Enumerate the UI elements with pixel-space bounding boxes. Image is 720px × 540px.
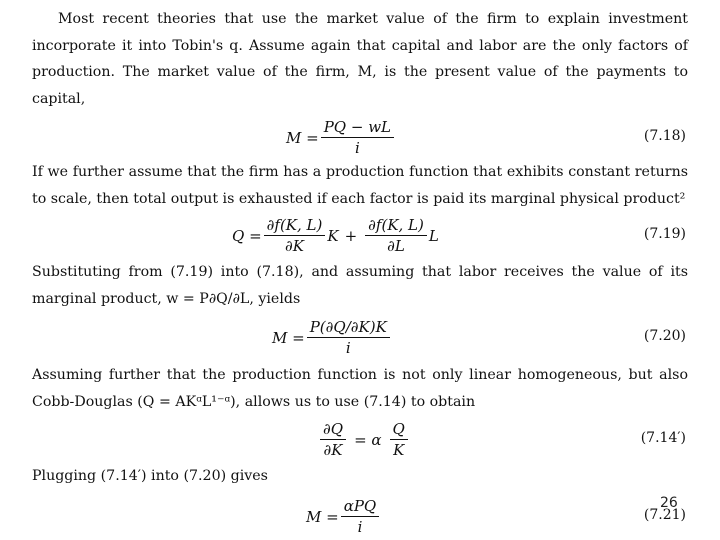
numerator: ∂f(K, L) (264, 216, 326, 236)
numerator: ∂Q (320, 420, 346, 440)
fraction-q-k (390, 420, 408, 459)
numerator: PQ − wL (321, 118, 394, 138)
denominator: ∂L (387, 237, 405, 255)
equation-7-19 (32, 216, 688, 256)
equation-7-21 (32, 497, 688, 537)
numerator: ∂f(K, L) (365, 216, 427, 236)
eq-sign-alpha: = α (354, 430, 382, 449)
equation-7-18 (32, 118, 688, 158)
paragraph-substituting: Substituting from (7.19) into (7.18), and assuming that labor receives the value of its marginal product, w = P∂Q/∂L, yields (32, 264, 688, 307)
eq-lhs: M = (306, 507, 339, 526)
eq-lhs: M = (272, 328, 305, 347)
eq-lhs: M = (286, 128, 319, 147)
equation-number: (7.19) (643, 226, 686, 242)
paragraph-cobb-douglas: Assuming further that the production function is not only linear homogeneous, but also Cobb-Douglas (Q = AKᵅL¹⁻ᵅ), allows us to use (7.14) to obtain (32, 367, 688, 410)
page-number: 26 (660, 495, 678, 511)
denominator: i (357, 518, 363, 536)
denominator: i (354, 139, 360, 157)
fraction (307, 318, 390, 357)
equation-number: (7.14′) (640, 430, 686, 446)
numerator: P(∂Q/∂K)K (307, 318, 390, 338)
fraction-partial-q-k (320, 420, 346, 459)
fraction-partial-k (264, 216, 326, 255)
denominator: ∂K (323, 441, 343, 459)
equation-7-14-prime (32, 420, 688, 460)
eq-lhs: Q = (232, 226, 262, 245)
plus-sign: + (344, 226, 358, 245)
var-k: K (327, 226, 339, 245)
paragraph-plugging: Plugging (7.14′) into (7.20) gives (32, 468, 268, 484)
equation-number: (7.20) (643, 328, 686, 344)
fraction (321, 118, 394, 157)
paragraph-returns-to-scale: If we further assume that the firm has a production function that exhibits constant returns to scale, then total output is exhausted if each factor is paid its marginal physical product² (32, 164, 688, 207)
paragraph-intro: Most recent theories that use the market value of the firm to explain investment incorporate it into Tobin's q. Assume again that capital and labor are the only factors of production. The market value of the firm, M, is the present value of the payments to capital, (32, 11, 688, 107)
equation-number: (7.18) (643, 128, 686, 144)
equation-7-20 (32, 318, 688, 358)
fraction-partial-l (365, 216, 427, 255)
var-l: L (428, 226, 439, 245)
numerator: αPQ (341, 497, 380, 517)
equation-number: (7.21) (643, 507, 686, 523)
denominator: K (393, 441, 405, 459)
denominator: i (345, 339, 351, 357)
fraction (341, 497, 380, 536)
numerator: Q (390, 420, 408, 440)
denominator: ∂K (285, 237, 304, 255)
